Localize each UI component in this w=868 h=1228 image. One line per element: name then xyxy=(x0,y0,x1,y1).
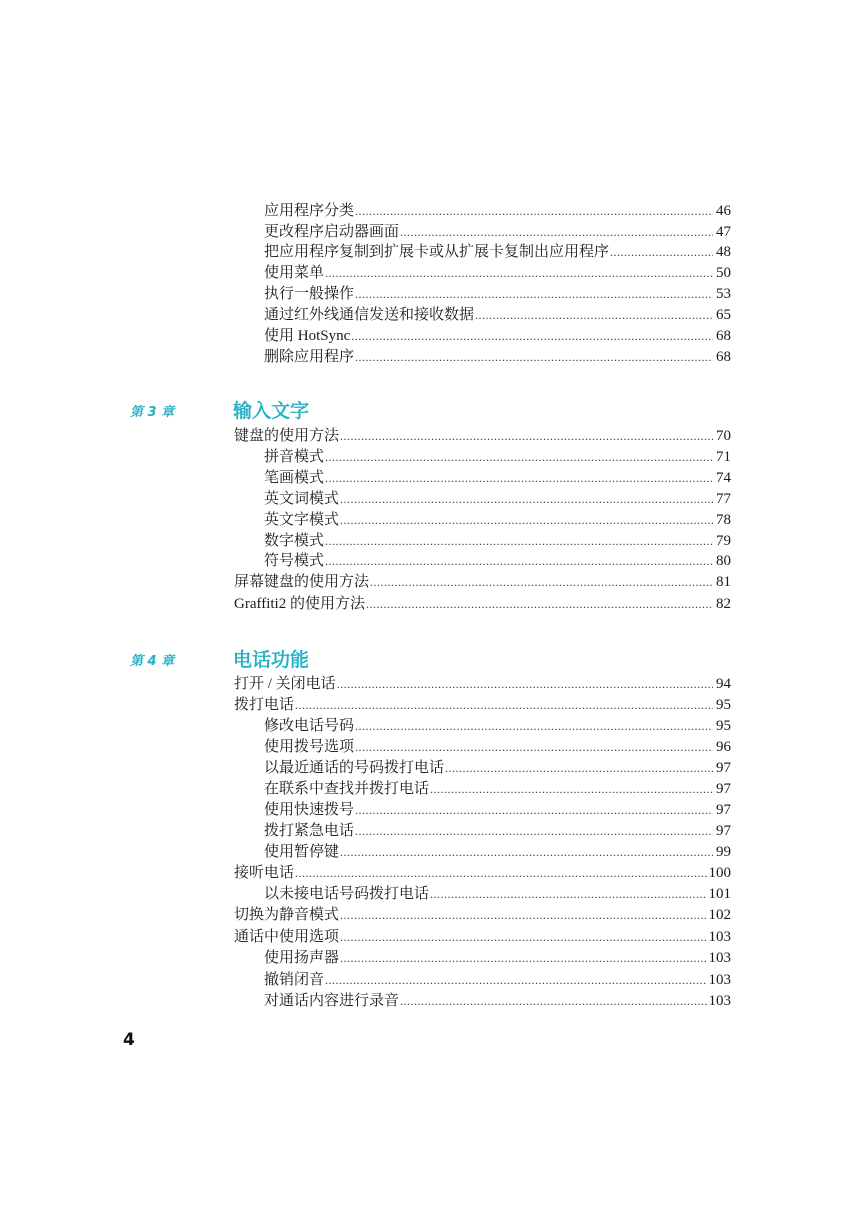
toc-entry[interactable] xyxy=(234,695,731,716)
page-number: 4 xyxy=(123,1030,135,1050)
toc-entry-page: 65 xyxy=(716,307,731,323)
toc-entry[interactable] xyxy=(234,905,731,926)
toc-entry-page: 77 xyxy=(716,491,731,507)
toc-entry-page: 46 xyxy=(716,203,731,219)
toc-entry-page: 100 xyxy=(708,865,731,881)
toc-entry-title: 使用 HotSync xyxy=(264,328,351,344)
toc-entry-title: 切换为静音模式 xyxy=(234,907,340,923)
toc-entry-title: 使用拨号选项 xyxy=(264,739,355,755)
toc-entry[interactable] xyxy=(234,426,731,447)
toc-entry-title: 使用快速拨号 xyxy=(264,802,355,818)
toc-entry-page: 103 xyxy=(708,929,731,945)
leader-dots xyxy=(610,242,713,263)
toc-entry[interactable] xyxy=(234,927,731,948)
toc-entry-page: 47 xyxy=(716,224,731,240)
leader-dots xyxy=(370,572,713,593)
toc-entry-page: 103 xyxy=(708,950,731,966)
toc-entry-title: 以未接电话号码拨打电话 xyxy=(264,886,430,902)
toc-entry-page: 103 xyxy=(708,993,731,1009)
toc-entry-title: 接听电话 xyxy=(234,865,295,881)
toc-entry-page: 102 xyxy=(708,907,731,923)
toc-entry-page: 81 xyxy=(716,574,731,590)
toc-entry-page: 48 xyxy=(716,244,731,260)
toc-entry[interactable] xyxy=(234,863,731,884)
toc-entry-title: 屏幕键盘的使用方法 xyxy=(234,574,370,590)
toc-entry-title: 执行一般操作 xyxy=(264,286,355,302)
toc-entry-title: Graffiti2 的使用方法 xyxy=(234,596,365,612)
toc-entry-page: 50 xyxy=(716,265,731,281)
leader-dots xyxy=(340,905,706,926)
toc-entry[interactable] xyxy=(264,222,731,243)
chapter-label: 第 4 章 xyxy=(130,654,175,669)
toc-entry[interactable] xyxy=(264,347,731,368)
toc-entry[interactable] xyxy=(264,800,731,821)
leader-dots xyxy=(355,284,713,305)
leader-dots xyxy=(325,531,713,552)
toc-entry-title: 英文字模式 xyxy=(264,512,340,528)
leader-dots xyxy=(366,594,713,615)
toc-entry[interactable] xyxy=(264,970,731,991)
toc-entry[interactable] xyxy=(264,821,731,842)
toc-entry-page: 101 xyxy=(708,886,731,902)
leader-dots xyxy=(340,842,713,863)
leader-dots xyxy=(337,674,713,695)
leader-dots xyxy=(355,347,713,368)
toc-entry-page: 94 xyxy=(716,676,731,692)
toc-entry-page: 95 xyxy=(716,697,731,713)
toc-entry-title: 更改程序启动器画面 xyxy=(264,224,400,240)
toc-entry[interactable] xyxy=(264,489,731,510)
leader-dots xyxy=(400,991,706,1012)
toc-entry-page: 78 xyxy=(716,512,731,528)
toc-entry[interactable] xyxy=(264,842,731,863)
toc-entry[interactable] xyxy=(234,594,731,615)
toc-entry[interactable] xyxy=(264,201,731,222)
leader-dots xyxy=(430,779,713,800)
toc-entry-title: 把应用程序复制到扩展卡或从扩展卡复制出应用程序 xyxy=(264,244,610,260)
toc-entry-title: 符号模式 xyxy=(264,553,325,569)
toc-entry-page: 68 xyxy=(716,328,731,344)
leader-dots xyxy=(351,326,713,347)
toc-entry-title: 在联系中查找并拨打电话 xyxy=(264,781,430,797)
leader-dots xyxy=(340,489,713,510)
toc-entry[interactable] xyxy=(264,305,731,326)
leader-dots xyxy=(295,863,706,884)
toc-entry-title: 使用菜单 xyxy=(264,265,325,281)
toc-entry[interactable] xyxy=(264,716,731,737)
leader-dots xyxy=(355,737,713,758)
toc-entry-title: 打开 / 关闭电话 xyxy=(234,676,336,692)
toc-entry-title: 拨打电话 xyxy=(234,697,295,713)
toc-entry-title: 应用程序分类 xyxy=(264,203,355,219)
toc-entry[interactable] xyxy=(264,263,731,284)
toc-entry-page: 95 xyxy=(716,718,731,734)
leader-dots xyxy=(430,884,706,905)
toc-entry-title: 笔画模式 xyxy=(264,470,325,486)
toc-entry[interactable] xyxy=(264,948,731,969)
toc-entry-page: 70 xyxy=(716,428,731,444)
toc-entry-page: 53 xyxy=(716,286,731,302)
toc-entry-page: 99 xyxy=(716,844,731,860)
chapter-title[interactable]: 电话功能 xyxy=(233,649,310,671)
toc-entry-title: 撤销闭音 xyxy=(264,972,325,988)
leader-dots xyxy=(325,447,713,468)
toc-entry-title: 英文词模式 xyxy=(264,491,340,507)
toc-entry-title: 通过红外线通信发送和接收数据 xyxy=(264,307,475,323)
toc-entry-title: 使用扬声器 xyxy=(264,950,340,966)
toc-entry[interactable] xyxy=(264,242,731,263)
toc-entry[interactable] xyxy=(264,447,731,468)
chapter-title[interactable]: 输入文字 xyxy=(233,400,310,422)
toc-entry-title: 使用暂停键 xyxy=(264,844,340,860)
toc-entry-page: 74 xyxy=(716,470,731,486)
leader-dots xyxy=(355,800,713,821)
toc-entry-title: 数字模式 xyxy=(264,533,325,549)
leader-dots xyxy=(340,426,713,447)
toc-entry[interactable] xyxy=(264,284,731,305)
leader-dots xyxy=(325,970,706,991)
toc-entry[interactable] xyxy=(264,510,731,531)
leader-dots xyxy=(475,305,713,326)
toc-entry[interactable] xyxy=(234,572,731,593)
leader-dots xyxy=(340,948,706,969)
leader-dots xyxy=(325,551,713,572)
toc-entry[interactable] xyxy=(264,758,731,779)
toc-entry-page: 97 xyxy=(716,760,731,776)
leader-dots xyxy=(340,927,706,948)
toc-entry-page: 79 xyxy=(716,533,731,549)
leader-dots xyxy=(325,263,713,284)
toc-entry-title: 删除应用程序 xyxy=(264,349,355,365)
toc-entry-page: 103 xyxy=(708,972,731,988)
toc-entry[interactable] xyxy=(234,674,731,695)
toc-entry[interactable] xyxy=(264,737,731,758)
toc-entry-page: 97 xyxy=(716,802,731,818)
leader-dots xyxy=(295,695,713,716)
toc-entry-title: 通话中使用选项 xyxy=(234,929,340,945)
toc-entry-title: 拨打紧急电话 xyxy=(264,823,355,839)
toc-entry-title: 以最近通话的号码拨打电话 xyxy=(264,760,445,776)
toc-entry-title: 修改电话号码 xyxy=(264,718,355,734)
leader-dots xyxy=(400,222,713,243)
toc-entry-page: 97 xyxy=(716,781,731,797)
toc-entry-page: 80 xyxy=(716,553,731,569)
leader-dots xyxy=(355,201,713,222)
toc-entry-page: 68 xyxy=(716,349,731,365)
leader-dots xyxy=(340,510,713,531)
toc-entry-title: 键盘的使用方法 xyxy=(234,428,340,444)
leader-dots xyxy=(325,468,713,489)
toc-entry-title: 拼音模式 xyxy=(264,449,325,465)
toc-entry[interactable] xyxy=(264,551,731,572)
toc-entry-page: 96 xyxy=(716,739,731,755)
toc-entry-page: 97 xyxy=(716,823,731,839)
toc-entry[interactable] xyxy=(264,326,731,347)
toc-entry[interactable] xyxy=(264,884,731,905)
leader-dots xyxy=(355,716,713,737)
toc-entry[interactable] xyxy=(264,779,731,800)
toc-entry[interactable] xyxy=(264,991,731,1012)
toc-entry-page: 82 xyxy=(716,596,731,612)
leader-dots xyxy=(355,821,713,842)
toc-entry[interactable] xyxy=(264,468,731,489)
toc-entry-page: 71 xyxy=(716,449,731,465)
chapter-label: 第 3 章 xyxy=(130,405,175,420)
toc-entry[interactable] xyxy=(264,531,731,552)
toc-entry-title: 对通话内容进行录音 xyxy=(264,993,400,1009)
leader-dots xyxy=(445,758,713,779)
